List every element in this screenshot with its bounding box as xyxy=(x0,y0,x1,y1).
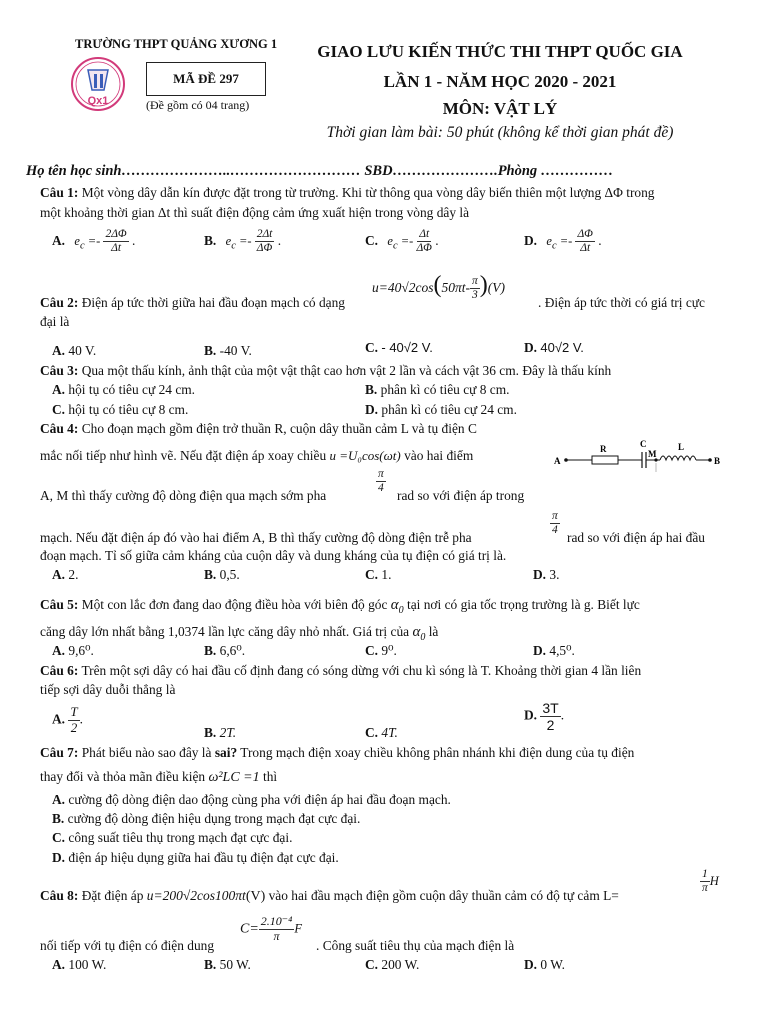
question-text-cont: tiếp sợi dây duỗi thẳng là xyxy=(40,682,176,697)
exam-round: LẦN 1 - NĂM HỌC 2020 - 2021 xyxy=(383,72,617,91)
q2-formula: u=40√2cos(50πt- $\frac{\pi}{3}$ )(V) xyxy=(372,272,506,302)
question-text-cont: rad so với điện áp hai đầu xyxy=(567,530,705,545)
question-text-cont: . Công suất tiêu thụ của mạch điện là xyxy=(316,938,515,953)
option-a[interactable]: A. 100 W. xyxy=(52,957,107,972)
fraction: $\frac{\Delta t}{\Delta\Phi}$ xyxy=(416,228,432,255)
question-label: Câu 7: xyxy=(40,745,79,760)
inductance-value: $\frac{1}{\pi}$ H xyxy=(701,868,719,895)
option-c[interactable]: C. hội tụ có tiêu cự 8 cm. xyxy=(52,402,189,417)
option-a[interactable]: A. 40 V. xyxy=(52,343,97,358)
symbol: e xyxy=(74,233,80,248)
option-b[interactable]: B. 6,6⁰. xyxy=(204,643,246,658)
subscript: c xyxy=(79,240,85,252)
question-6 xyxy=(40,663,641,679)
question-label: Câu 3: xyxy=(40,363,79,378)
question-5 xyxy=(40,597,640,616)
fraction-pi-4: $\frac{\pi}{4}$ xyxy=(552,510,558,537)
fraction: $\frac{\Delta\Phi}{\Delta t}$ xyxy=(577,228,593,255)
circuit-diagram xyxy=(554,436,734,476)
option-c[interactable]: C. 9⁰. xyxy=(365,643,397,658)
question-text: Phát biểu nào sao đây là xyxy=(81,745,212,760)
question-text-cont: nối tiếp với tụ điện có điện dung xyxy=(40,938,215,953)
option-b[interactable]: B. -40 V. xyxy=(204,343,252,358)
equals: =- xyxy=(397,233,417,248)
question-text: Trên một sợi dây có hai đầu cố định đang có sóng dừng với chu kì sóng là T. Khoảng thời gian 4 lần liên xyxy=(81,663,642,678)
svg-text:B: B xyxy=(714,456,721,466)
question-emphasis: sai? xyxy=(214,745,238,760)
page-count: (Đề gồm có 04 trang) xyxy=(146,98,250,112)
option-c[interactable]: C. 1. xyxy=(365,567,392,582)
option-key: B. xyxy=(204,232,217,248)
exam-title: GIAO LƯU KIẾN THỨC THI THPT QUỐC GIA xyxy=(317,42,683,61)
question-text-cont: thay đổi và thỏa mãn điều kiện ω²LC =1 thì xyxy=(40,769,278,785)
option-a[interactable]: A. $\frac{T}{2}$ . xyxy=(52,704,83,735)
option-b[interactable]: B. phân kì có tiêu cự 8 cm. xyxy=(365,382,510,397)
question-text-cont: mạch. Nếu đặt điện áp đó vào hai điểm A, B thì thấy cường độ dòng điện trễ pha xyxy=(40,530,472,545)
svg-text:A: A xyxy=(554,456,561,466)
option-a[interactable]: A. 9,6⁰. xyxy=(52,643,94,658)
option-c[interactable]: C. $e_c$ =- $\frac{\Delta t}{\Delta\Phi}$ . xyxy=(365,228,439,255)
question-text-cont: rad so với điện áp trong xyxy=(397,488,525,503)
question-7 xyxy=(40,745,634,761)
question-text-cont: căng dây lớn nhất bằng 1,0374 lần lực căng dây nhỏ nhất. Giá trị của $\alpha_0$ là xyxy=(40,624,439,643)
subscript: c xyxy=(551,240,557,252)
symbol: e xyxy=(225,233,232,248)
logo-text: Qx1 xyxy=(87,95,109,107)
option-b[interactable]: B. 50 W. xyxy=(204,957,251,972)
option-c[interactable]: C. 200 W. xyxy=(365,957,420,972)
question-3 xyxy=(40,363,611,379)
option-c[interactable]: C. - 40√2 V. xyxy=(365,340,433,355)
question-label: Câu 2: xyxy=(40,295,79,310)
option-b[interactable]: B. $e_c$ =- $\frac{2\Delta t}{\Delta\Phi}$ . xyxy=(204,228,282,255)
question-text-cont: . Điện áp tức thời có giá trị cực xyxy=(538,295,705,310)
option-a[interactable]: A. 2. xyxy=(52,567,79,582)
question-text: Đặt điện áp xyxy=(81,888,144,903)
capacitance-value: C= $\frac{\text{2.10⁻⁴}}{\pi}$ F xyxy=(240,914,302,943)
question-1 xyxy=(40,185,655,201)
option-key: C. xyxy=(365,232,379,248)
option-d[interactable]: D. điện áp hiệu dụng giữa hai đầu tụ điện đạt cực đại. xyxy=(52,850,339,865)
option-key: D. xyxy=(524,232,538,248)
question-text-cont: A, M thì thấy cường độ dòng điện qua mạch sớm pha xyxy=(40,488,327,503)
equals: =- xyxy=(556,233,576,248)
exam-time: Thời gian làm bài: 50 phút (không kể thời gian phát đề) xyxy=(326,124,674,141)
school-name: TRƯỜNG THPT QUẢNG XƯƠNG 1 xyxy=(75,37,278,51)
question-text: Qua một thấu kính, ảnh thật của một vật thật cao hơn vật 2 lần và cách vật 36 cm. Đây là thấu kính xyxy=(81,363,612,378)
question-text-cont: đoạn mạch. Tỉ số giữa cảm kháng của cuộn dây và dung kháng của tụ điện có giá trị là. xyxy=(40,548,507,563)
question-4 xyxy=(40,421,477,437)
formula: u=200√2cos100πt(V) xyxy=(146,888,266,904)
svg-text:R: R xyxy=(600,444,607,454)
option-d[interactable]: D. 40√2 V. xyxy=(524,340,584,355)
option-a[interactable]: A. cường độ dòng điện dao động cùng pha với điện áp hai đầu đoạn mạch. xyxy=(52,792,451,807)
question-text: Trong mạch điện xoay chiều không phân nhánh khi điện dung của tụ điện xyxy=(240,745,635,760)
question-2 xyxy=(40,295,345,311)
option-d[interactable]: D. $\frac{3T}{2}$ . xyxy=(524,700,565,734)
option-c[interactable]: C. công suất tiêu thụ trong mạch đạt cực đại. xyxy=(52,830,293,845)
formula: ω²LC =1 xyxy=(208,770,260,785)
question-text: vào hai đầu mạch điện gồm cuộn dây thuần cảm có độ tự cảm L= xyxy=(268,888,619,903)
option-b[interactable]: B. cường độ dòng điện hiệu dụng trong mạch đạt cực đại. xyxy=(52,811,361,826)
alpha-symbol: $\alpha_0$ xyxy=(412,624,426,643)
question-text-cont: đại là xyxy=(40,314,70,329)
question-text-cont: một khoảng thời gian Δt thì suất điện động cảm ứng xuất hiện trong vòng dây là xyxy=(40,205,470,220)
exam-subject: MÔN: VẬT LÝ xyxy=(442,99,558,118)
question-label: Câu 8: xyxy=(40,888,79,903)
question-label: Câu 4: xyxy=(40,421,79,436)
fraction: $\frac{2\Delta\Phi}{\Delta t}$ xyxy=(105,228,127,255)
symbol: e xyxy=(546,233,552,248)
question-8 xyxy=(40,888,619,905)
subscript: c xyxy=(392,240,398,252)
option-d[interactable]: D. phân kì có tiêu cự 24 cm. xyxy=(365,402,517,417)
option-a[interactable]: A. hội tụ có tiêu cự 24 cm. xyxy=(52,382,196,397)
svg-text:L: L xyxy=(678,442,685,452)
exam-code-box: MÃ ĐỀ 297 xyxy=(146,62,266,96)
question-text: Một con lắc đơn đang dao động điều hòa với biên độ góc xyxy=(81,597,388,612)
subscript: c xyxy=(231,240,236,252)
option-c[interactable]: C. 4T. xyxy=(365,725,398,740)
svg-text:C: C xyxy=(640,439,647,449)
svg-text:M: M xyxy=(648,449,657,459)
option-b[interactable]: B. 0,5. xyxy=(204,567,240,582)
equals: =- xyxy=(84,233,104,248)
option-b[interactable]: B. 2T. xyxy=(204,725,237,740)
question-label: Câu 5: xyxy=(40,597,79,612)
option-d[interactable]: D. 4,5⁰. xyxy=(533,643,575,658)
symbol: e xyxy=(387,233,393,248)
option-d[interactable]: D. 3. xyxy=(533,567,560,582)
question-label: Câu 1: xyxy=(40,185,79,200)
option-d[interactable]: D. $e_c$ =- $\frac{\Delta\Phi}{\Delta t}$ . xyxy=(524,228,602,255)
question-text: Một vòng dây dẫn kín được đặt trong từ trường. Khi từ thông qua vòng dây biến thiên một lượng ΔΦ trong xyxy=(81,185,655,200)
formula: u =U₀cos(ωt) xyxy=(329,448,401,463)
question-text-cont: mắc nối tiếp như hình vẽ. Nếu đặt điện áp xoay chiều u =U₀cos(ωt) vào hai điểm xyxy=(40,448,474,463)
fraction-pi-4: $\frac{\pi}{4}$ xyxy=(378,468,384,495)
option-key: A. xyxy=(52,232,66,248)
option-d[interactable]: D. 0 W. xyxy=(524,957,565,972)
equals: =- xyxy=(235,233,255,248)
school-logo xyxy=(70,56,126,112)
fraction: $\frac{2\Delta t}{\Delta\Phi}$ xyxy=(256,228,273,255)
option-a[interactable]: A. $e_c$ =- $\frac{2\Delta\Phi}{\Delta t}$ . xyxy=(52,228,136,255)
alpha-symbol: $\alpha_0$ xyxy=(390,597,404,616)
question-text: Điện áp tức thời giữa hai đầu đoạn mạch có dạng xyxy=(81,295,345,310)
question-text: tại nơi có gia tốc trọng trường là g. Biết lực xyxy=(407,597,640,612)
question-label: Câu 6: xyxy=(40,663,79,678)
question-text: Cho đoạn mạch gồm điện trở thuần R, cuộn dây thuần cảm L và tụ điện C xyxy=(81,421,477,436)
student-info-line: Họ tên học sinh…………………..……………………… SBD………………….Phòng …………… xyxy=(26,163,614,179)
